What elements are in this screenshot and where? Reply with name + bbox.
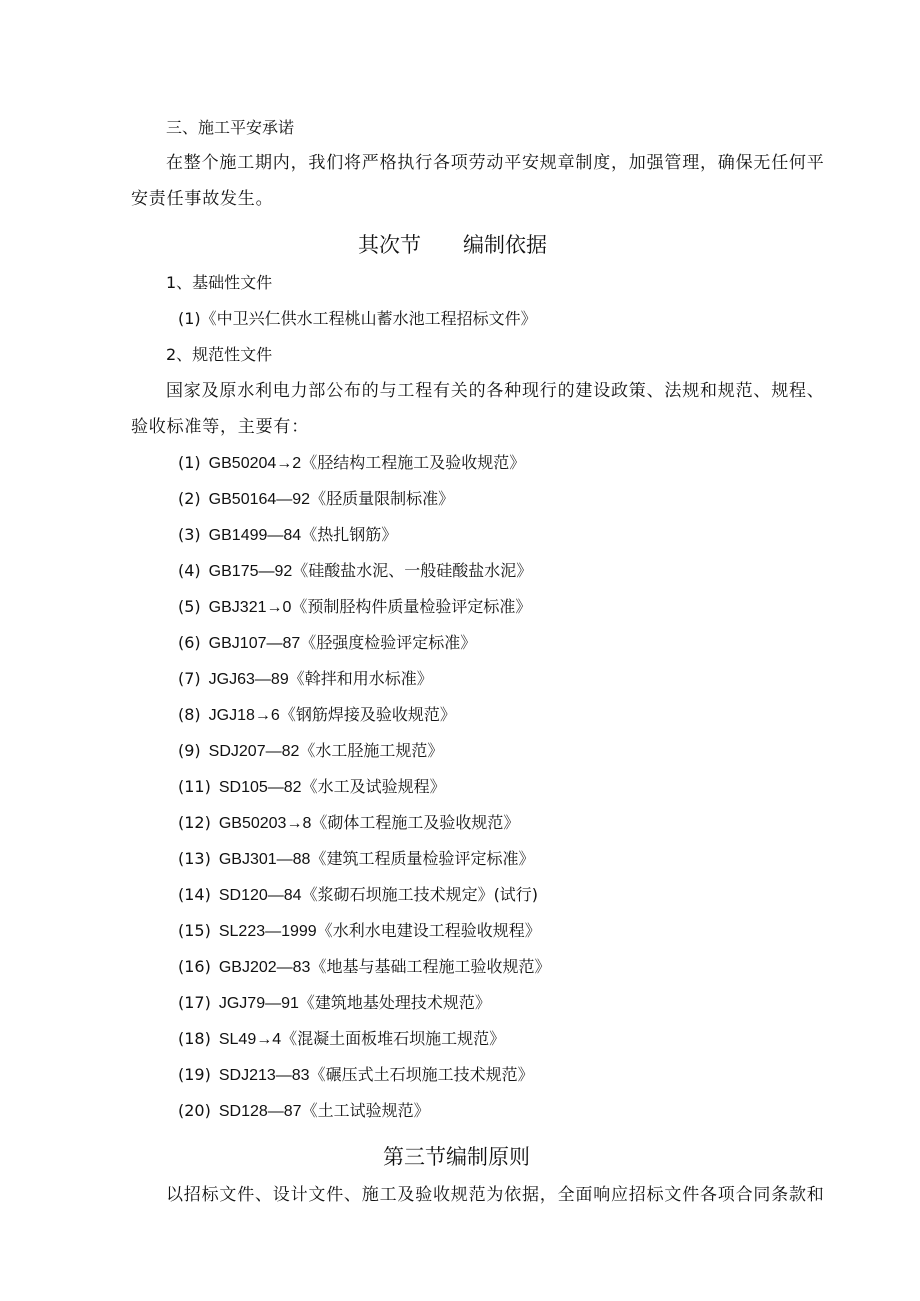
reference-code: SD128—87 <box>218 1103 302 1120</box>
reference-number: (8) <box>178 705 201 724</box>
reference-code: SD105—82 <box>218 779 302 796</box>
reference-code: SL223—1999 <box>218 923 317 940</box>
reference-number: (17) <box>178 993 211 1012</box>
reference-title: 《硅酸盐水泥、一般硅酸盐水泥》 <box>292 561 533 580</box>
chapter3-heading: 第三节编制原则 <box>383 1145 530 1169</box>
reference-code: JGJ63—89 <box>208 671 289 688</box>
reference-title: 《胫结构工程施工及验收规范》 <box>301 453 526 472</box>
reference-item <box>178 596 531 619</box>
reference-item <box>178 812 519 835</box>
reference-code: JGJ79—91 <box>218 995 299 1012</box>
reference-item <box>178 776 446 799</box>
basis-item1-sub: (1)《中卫兴仁供水工程桃山蓄水池工程招标文件》 <box>178 309 537 328</box>
reference-title: 《斡拌和用水标准》 <box>288 669 433 688</box>
reference-item <box>178 920 541 943</box>
reference-number: (19) <box>178 1065 211 1084</box>
reference-number: (7) <box>178 669 201 688</box>
reference-number: (18) <box>178 1029 211 1048</box>
section3-para-line1: 在整个施工期内，我们将严格执行各项劳动平安规章制度，加强管理，确保无任何平 <box>166 153 825 173</box>
reference-code: JGJ18→6 <box>208 707 280 724</box>
chapter2-heading: 其次节 编制依据 <box>358 233 547 257</box>
reference-item <box>178 992 491 1015</box>
reference-code: GBJ321→0 <box>208 599 292 616</box>
section3-title: 三、施工平安承诺 <box>166 118 295 137</box>
reference-number: (16) <box>178 957 211 976</box>
reference-item <box>178 956 550 979</box>
reference-title: 《钢筋焊接及验收规范》 <box>279 705 456 724</box>
reference-number: (13) <box>178 849 211 868</box>
reference-code: GB50203→8 <box>218 815 312 832</box>
reference-item <box>178 524 397 547</box>
reference-title: 《浆砌石坝施工技术规定》(试行) <box>301 885 539 904</box>
reference-number: (12) <box>178 813 211 832</box>
reference-code: SDJ213—83 <box>218 1067 310 1084</box>
reference-title: 《预制胫构件质量检验评定标准》 <box>291 597 532 616</box>
reference-number: (1) <box>178 453 201 472</box>
basis-item1: 1、基础性文件 <box>166 273 273 292</box>
reference-item <box>178 632 476 655</box>
reference-title: 《建筑工程质量检验评定标准》 <box>310 849 535 868</box>
reference-number: (4) <box>178 561 201 580</box>
reference-item <box>178 884 538 907</box>
reference-item <box>178 848 534 871</box>
reference-number: (14) <box>178 885 211 904</box>
reference-number: (6) <box>178 633 201 652</box>
reference-item <box>178 560 532 583</box>
chapter3-para-line1: 以招标文件、设计文件、施工及验收规范为依据，全面响应招标文件各项合同条款和 <box>166 1185 825 1205</box>
reference-title: 《建筑地基处理技术规范》 <box>298 993 491 1012</box>
reference-code: GBJ301—88 <box>218 851 311 868</box>
reference-number: (9) <box>178 741 201 760</box>
reference-item <box>178 1028 505 1051</box>
basis-item2: 2、规范性文件 <box>166 345 273 364</box>
reference-title: 《胫强度检验评定标准》 <box>300 633 477 652</box>
reference-number: (2) <box>178 489 201 508</box>
reference-item <box>178 704 456 727</box>
reference-title: 《水利水电建设工程验收规程》 <box>316 921 541 940</box>
reference-title: 《地基与基础工程施工验收规范》 <box>310 957 551 976</box>
reference-item <box>178 740 443 763</box>
reference-title: 《水工胫施工规范》 <box>299 741 444 760</box>
reference-item <box>178 668 433 691</box>
reference-code: SD120—84 <box>218 887 302 904</box>
reference-number: (20) <box>178 1101 211 1120</box>
reference-item <box>178 1064 534 1087</box>
reference-title: 《碾压式土石坝施工技术规范》 <box>309 1065 534 1084</box>
basis-item2-para-line2: 验收标准等，主要有： <box>131 417 309 437</box>
reference-title: 《混凝土面板堆石坝施工规范》 <box>281 1029 506 1048</box>
reference-code: GB1499—84 <box>208 527 302 544</box>
reference-title: 《水工及试验规程》 <box>301 777 446 796</box>
reference-code: SDJ207—82 <box>208 743 300 760</box>
reference-number: (11) <box>178 777 211 796</box>
reference-item <box>178 452 525 475</box>
reference-number: (15) <box>178 921 211 940</box>
reference-code: SL49→4 <box>218 1031 282 1048</box>
reference-code: GB50164—92 <box>208 491 311 508</box>
reference-code: GB50204→2 <box>208 455 302 472</box>
reference-title: 《砌体工程施工及验收规范》 <box>311 813 520 832</box>
reference-item <box>178 1100 430 1123</box>
reference-code: GBJ202—83 <box>218 959 311 976</box>
section3-para-line2: 安责任事故发生。 <box>131 189 274 209</box>
reference-title: 《土工试验规范》 <box>301 1101 430 1120</box>
reference-title: 《热扎钢筋》 <box>301 525 398 544</box>
reference-item <box>178 488 454 511</box>
reference-code: GBJ107—87 <box>208 635 301 652</box>
reference-code: GB175—92 <box>208 563 293 580</box>
basis-item2-para-line1: 国家及原水利电力部公布的与工程有关的各种现行的建设政策、法规和规范、规程、 <box>166 381 825 401</box>
reference-number: (5) <box>178 597 201 616</box>
reference-title: 《胫质量限制标准》 <box>310 489 455 508</box>
reference-number: (3) <box>178 525 201 544</box>
